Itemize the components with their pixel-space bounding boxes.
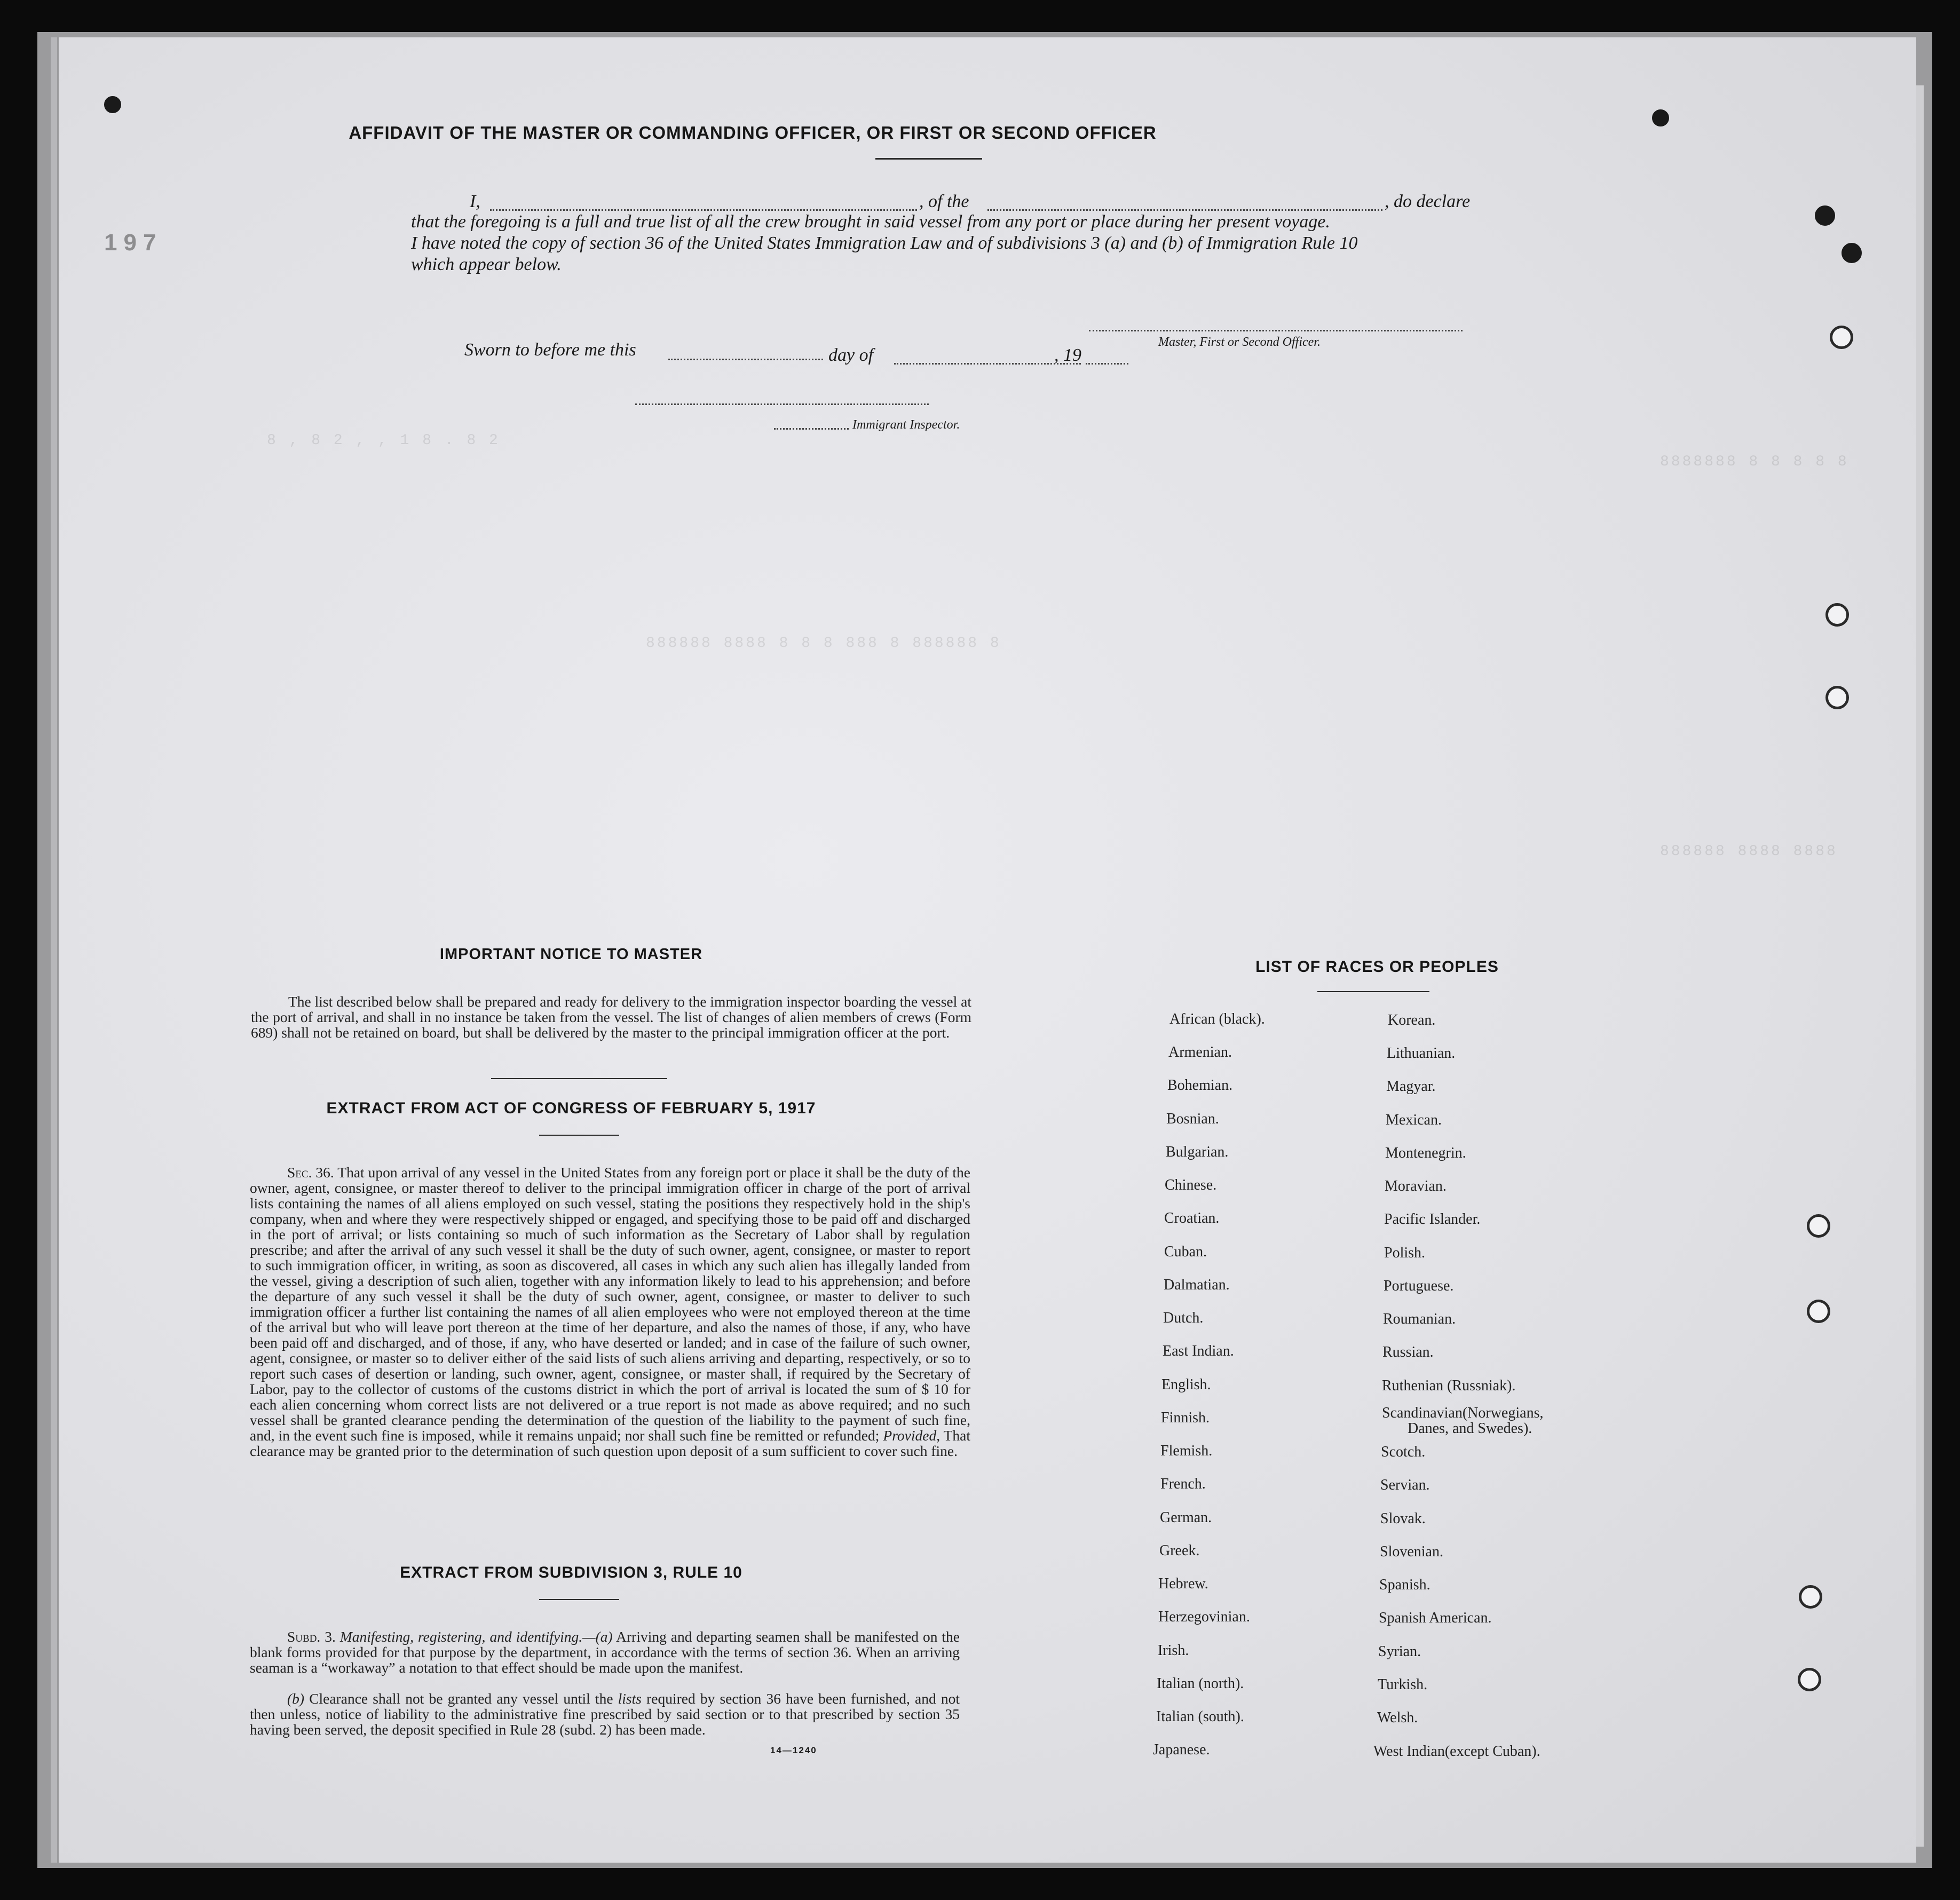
subdivision-b-label: (b) [287, 1690, 305, 1707]
race-item: Spanish American. [1379, 1610, 1492, 1626]
race-item: Japanese. [1153, 1741, 1210, 1758]
race-item: Korean. [1388, 1012, 1436, 1028]
race-item: Montenegrin. [1385, 1145, 1466, 1161]
race-item: Portuguese. [1384, 1278, 1454, 1294]
race-item: Armenian. [1168, 1044, 1232, 1060]
notice-divider [491, 1078, 667, 1079]
affidavit-i-label: I, [470, 192, 480, 211]
race-item: German. [1160, 1509, 1212, 1526]
form-number: 14—1240 [770, 1745, 817, 1755]
race-item: Turkish. [1378, 1676, 1428, 1693]
race-item: Slovenian. [1380, 1543, 1443, 1560]
sworn-year-blank [1086, 363, 1128, 365]
affidavit-of-the-label: , of the [919, 192, 969, 211]
rule-extract-title: EXTRACT FROM SUBDIVISION 3, RULE 10 [400, 1564, 742, 1581]
race-item: Italian (north). [1157, 1675, 1244, 1692]
subdivision-b-text [250, 1691, 960, 1737]
subdivision-a-text [250, 1629, 960, 1675]
punch-hole-icon [1842, 243, 1862, 263]
race-item: Dalmatian. [1164, 1277, 1230, 1293]
sworn-day-blank [668, 359, 823, 360]
race-item: Flemish. [1160, 1443, 1213, 1459]
race-item: Pacific Islander. [1384, 1211, 1481, 1228]
vessel-blank-line [987, 209, 1382, 211]
section-label: Sec. 36. [287, 1164, 334, 1181]
punch-hole-icon [104, 96, 121, 113]
affidavit-statement-line: that the foregoing is a full and true list of all the crew brought in said vessel from any port or place during her present voyage. [411, 212, 1330, 232]
race-item: Herzegovinian. [1158, 1609, 1250, 1625]
bleed-through-text: 8 , 8 2 , , 1 8 . 8 2 [267, 432, 500, 449]
race-item: Chinese. [1165, 1177, 1217, 1193]
subdivision-label: Subd. 3. [287, 1628, 336, 1645]
race-item: Moravian. [1385, 1178, 1447, 1194]
race-item: Welsh. [1377, 1709, 1418, 1726]
bleed-through-text: 888888 8888 8888 [1660, 843, 1838, 860]
race-item: Scotch. [1381, 1444, 1426, 1460]
bleed-through-text: 8888888 8 8 8 8 8 [1660, 454, 1849, 470]
inspector-signature-line [635, 403, 929, 405]
provided-word: Provided, [883, 1427, 941, 1444]
race-item: Hebrew. [1158, 1576, 1208, 1592]
race-item: Cuban. [1164, 1244, 1207, 1260]
races-title: LIST OF RACES OR PEOPLES [1255, 958, 1499, 976]
races-divider [1317, 991, 1429, 992]
page-edge [51, 37, 57, 1863]
punch-hole-icon [1807, 1300, 1830, 1323]
punch-hole-icon [1815, 205, 1835, 226]
race-item: English. [1161, 1376, 1211, 1393]
race-item: Bohemian. [1167, 1077, 1233, 1094]
notice-title: IMPORTANT NOTICE TO MASTER [439, 946, 703, 963]
race-item: Spanish. [1379, 1577, 1431, 1593]
inspector-caption: Immigrant Inspector. [852, 418, 960, 432]
page-edge [1916, 85, 1924, 1847]
punch-hole-icon [1830, 326, 1853, 349]
punch-hole-icon [1799, 1585, 1822, 1609]
race-item: Servian. [1380, 1477, 1430, 1493]
race-item: West Indian(except Cuban). [1373, 1743, 1540, 1760]
notice-body: The list described below shall be prepared and ready for delivery to the immigration inspector boarding the vessel at the port of arrival, and shall in no instance be taken from the vessel. The list of changes of alien members of crews (Form 689) shall not be retained on board, but shall be delivered by the master to the principal immigration officer at the port. [251, 993, 971, 1041]
race-item: Danes, and Swedes). [1408, 1420, 1532, 1437]
subdivision-a-body: Arriving and departing seamen shall be manifested on the blank forms provided for that purpose by the department, in accordance with the terms of section 36. When an arriving seaman is a “workaway” a notation to that effect should be made upon the manifest. [250, 1628, 960, 1676]
margin-stamp-number: 197 [104, 229, 163, 256]
race-item: French. [1160, 1476, 1206, 1492]
punch-hole-icon [1825, 686, 1849, 709]
subdivision-b-body: Clearance shall not be granted any vessel until the [309, 1690, 613, 1707]
subdivision-heading: Manifesting, registering, and identifying.—(a) [339, 1628, 613, 1645]
race-item: Dutch. [1163, 1310, 1204, 1326]
race-item: Ruthenian (Russniak). [1382, 1378, 1516, 1394]
affidavit-title: AFFIDAVIT OF THE MASTER OR COMMANDING OFFICER, OR FIRST OR SECOND OFFICER [349, 123, 1157, 142]
master-caption: Master, First or Second Officer. [1158, 335, 1321, 349]
sworn-label: Sworn to before me this [464, 340, 636, 360]
race-item: Finnish. [1161, 1410, 1210, 1426]
section-body: That upon arrival of any vessel in the United States from any foreign port or place it shall be the duty of the owner, agent, consignee, or master thereof to deliver to the principal immigration officer in charge of the port of arrival lists containing the names of all aliens employed on such vessel, stating the positions they respectively hold in the ship's company, when and where they were respectively shipped or engaged, and specifying those to be paid off and discharged in the port of arrival; or lists containing so much of such information as the Secretary of Labor shall by regulation prescribe; and after the arrival of any such vessel it shall be the duty of such owner, agent, consignee, or master to report to such immigration officer, in writing, as soon as discovered, all cases in which any such alien has illegally landed from the vessel, giving a description of such alien, together with any information likely to lead to his apprehension; and before the departure of any such vessel it shall be the duty of such owner, agent, consignee, or master to deliver to such immigration officer a further list containing the names of all alien employees who were not employed thereon at the time of the arrival but who will leave port thereon at the time of her departure, and also the names of those, if any, who have been paid off and discharged, and of those, if any, who have deserted or landed; and in case of the failure of such owner, agent, consignee, or master so to deliver either of the said lists of such aliens arriving and departing, respectively, or so to report such cases of desertion or landing, such owner, agent, consignee, or master shall, if required by the Secretary of Labor, pay to the collector of customs of the customs district in which the port of arrival is located the sum of $ 10 for each alien concerning whom correct lists are not delivered or a true report is not made as above required; and no such vessel shall be granted clearance pending the determination of the question of the liability to the payment of such fine, and, in the event such fine is imposed, while it remains unpaid; nor shall such fine be remitted or refunded; [250, 1164, 970, 1444]
lists-word: lists [618, 1690, 642, 1707]
race-item: East Indian. [1163, 1343, 1234, 1359]
sworn-month-blank [894, 363, 1081, 365]
punch-hole-icon [1807, 1214, 1830, 1238]
race-item: Bosnian. [1166, 1111, 1219, 1127]
race-item: Mexican. [1386, 1112, 1442, 1128]
punch-hole-icon [1652, 109, 1669, 126]
race-item: Irish. [1158, 1642, 1189, 1659]
document-sheet [59, 37, 1916, 1863]
title-divider [875, 158, 982, 160]
section-body-end: That clearance may be granted prior to the determination of such question upon deposit of a sum sufficient to cover such fine. [250, 1427, 970, 1459]
race-item: Russian. [1382, 1344, 1434, 1360]
race-item: Magyar. [1386, 1078, 1436, 1095]
race-item: Scandinavian(Norwegians, [1382, 1405, 1544, 1421]
race-item: Italian (south). [1156, 1708, 1244, 1725]
master-signature-line [1089, 330, 1463, 331]
race-item: Croatian. [1164, 1210, 1220, 1226]
race-item: Syrian. [1378, 1643, 1421, 1660]
race-item: Polish. [1384, 1245, 1426, 1261]
race-item: African (black). [1169, 1011, 1265, 1027]
act-divider [539, 1135, 619, 1136]
act-extract-title: EXTRACT FROM ACT OF CONGRESS OF FEBRUARY 5, 1917 [326, 1099, 816, 1117]
bleed-through-text: 888888 8888 8 8 8 888 8 888888 8 [646, 635, 1001, 652]
name-blank-line [490, 209, 917, 211]
affidavit-statement-line: I have noted the copy of section 36 of the United States Immigration Law and of subdivisions 3 (a) and (b) of Immigration Rule 10 [411, 233, 1358, 253]
race-item: Slovak. [1380, 1510, 1426, 1527]
rule-divider [539, 1599, 619, 1600]
race-item: Bulgarian. [1166, 1144, 1229, 1160]
year-prefix-label: , 19 [1054, 345, 1081, 365]
subdivision-b-body-end: required by section 36 have been furnished, and not then unless, notice of liability to the administrative fine prescribed by said section or to that prescribed by section 35 having been served, the deposit specified in Rule 28 (subd. 2) has been made. [250, 1690, 960, 1738]
punch-hole-icon [1825, 603, 1849, 627]
race-item: Greek. [1159, 1542, 1200, 1559]
race-item: Lithuanian. [1387, 1045, 1456, 1062]
act-section-36-text [250, 1165, 970, 1459]
punch-hole-icon [1798, 1668, 1821, 1691]
day-of-label: day of [828, 345, 874, 365]
affidavit-statement-line: which appear below. [411, 255, 562, 274]
race-item: Roumanian. [1383, 1311, 1456, 1327]
affidavit-declare-label: , do declare [1385, 192, 1471, 211]
inspector-signature-line [774, 428, 849, 430]
